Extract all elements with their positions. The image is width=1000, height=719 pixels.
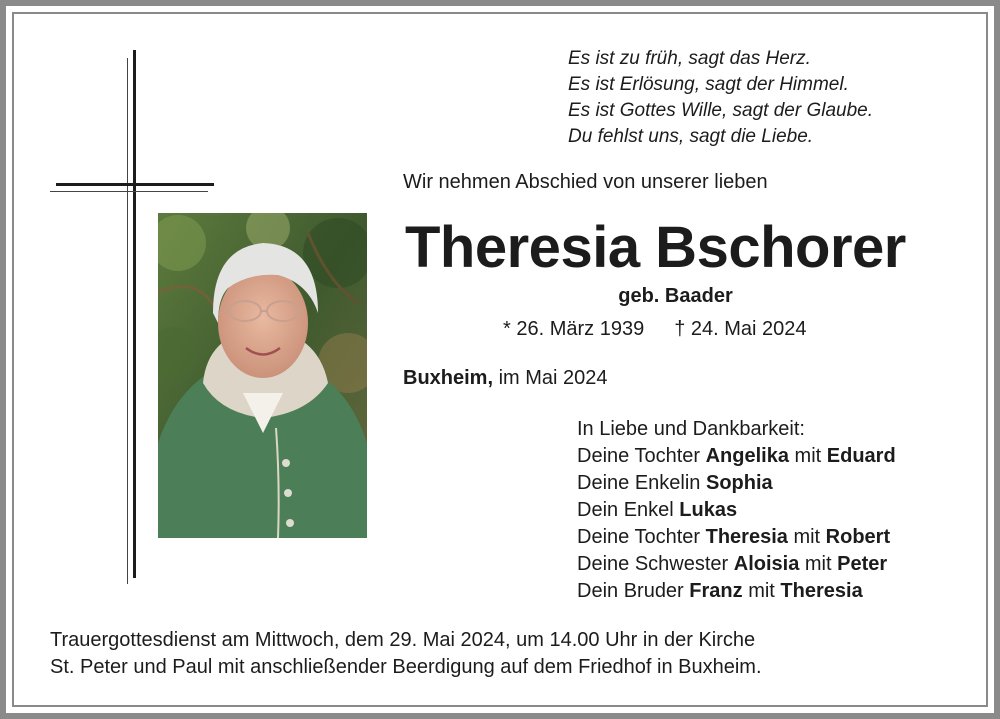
cross-horizontal-shadow (50, 191, 208, 192)
poem-line: Du fehlst uns, sagt die Liebe. (568, 126, 814, 147)
mourners-list (577, 416, 896, 605)
place-month: im Mai 2024 (498, 367, 608, 389)
mourner-line: Dein Enkel Lukas (577, 499, 738, 521)
poem (568, 46, 988, 150)
cross-horizontal-beam (56, 183, 214, 186)
place-town: Buxheim, (403, 367, 494, 389)
mourner-line: Deine Enkelin Sophia (577, 472, 773, 494)
portrait-photo (158, 213, 367, 538)
mourner-line: Deine Tochter Angelika mit Eduard (577, 445, 896, 467)
death-date: † 24. Mai 2024 (674, 318, 807, 340)
service-line: Trauergottesdienst am Mittwoch, dem 29. Mai 2024, um 14.00 Uhr in der Kirche (50, 629, 756, 651)
poem-line: Es ist Erlösung, sagt der Himmel. (568, 74, 849, 95)
poem-line: Es ist zu früh, sagt das Herz. (568, 48, 811, 69)
poem-line: Es ist Gottes Wille, sagt der Glaube. (568, 100, 874, 121)
funeral-service-info (50, 627, 950, 681)
deceased-name: Theresia Bschorer (405, 215, 906, 280)
intro-text: Wir nehmen Abschied von unserer lieben (403, 171, 768, 193)
mourner-line: Deine Schwester Aloisia mit Peter (577, 553, 888, 575)
cross-vertical-shadow (127, 58, 128, 584)
birth-date: * 26. März 1939 (503, 318, 645, 340)
life-dates (503, 318, 807, 341)
birth-name: geb. Baader (618, 285, 733, 307)
mourner-line: Deine Tochter Theresia mit Robert (577, 526, 891, 548)
mourners-heading: In Liebe und Dankbarkeit: (577, 418, 805, 440)
service-line: St. Peter und Paul mit anschließender Beerdigung auf dem Friedhof in Buxheim. (50, 656, 762, 678)
place-date (403, 367, 608, 390)
cross-vertical-beam (133, 50, 136, 578)
mourner-line: Dein Bruder Franz mit Theresia (577, 580, 863, 602)
